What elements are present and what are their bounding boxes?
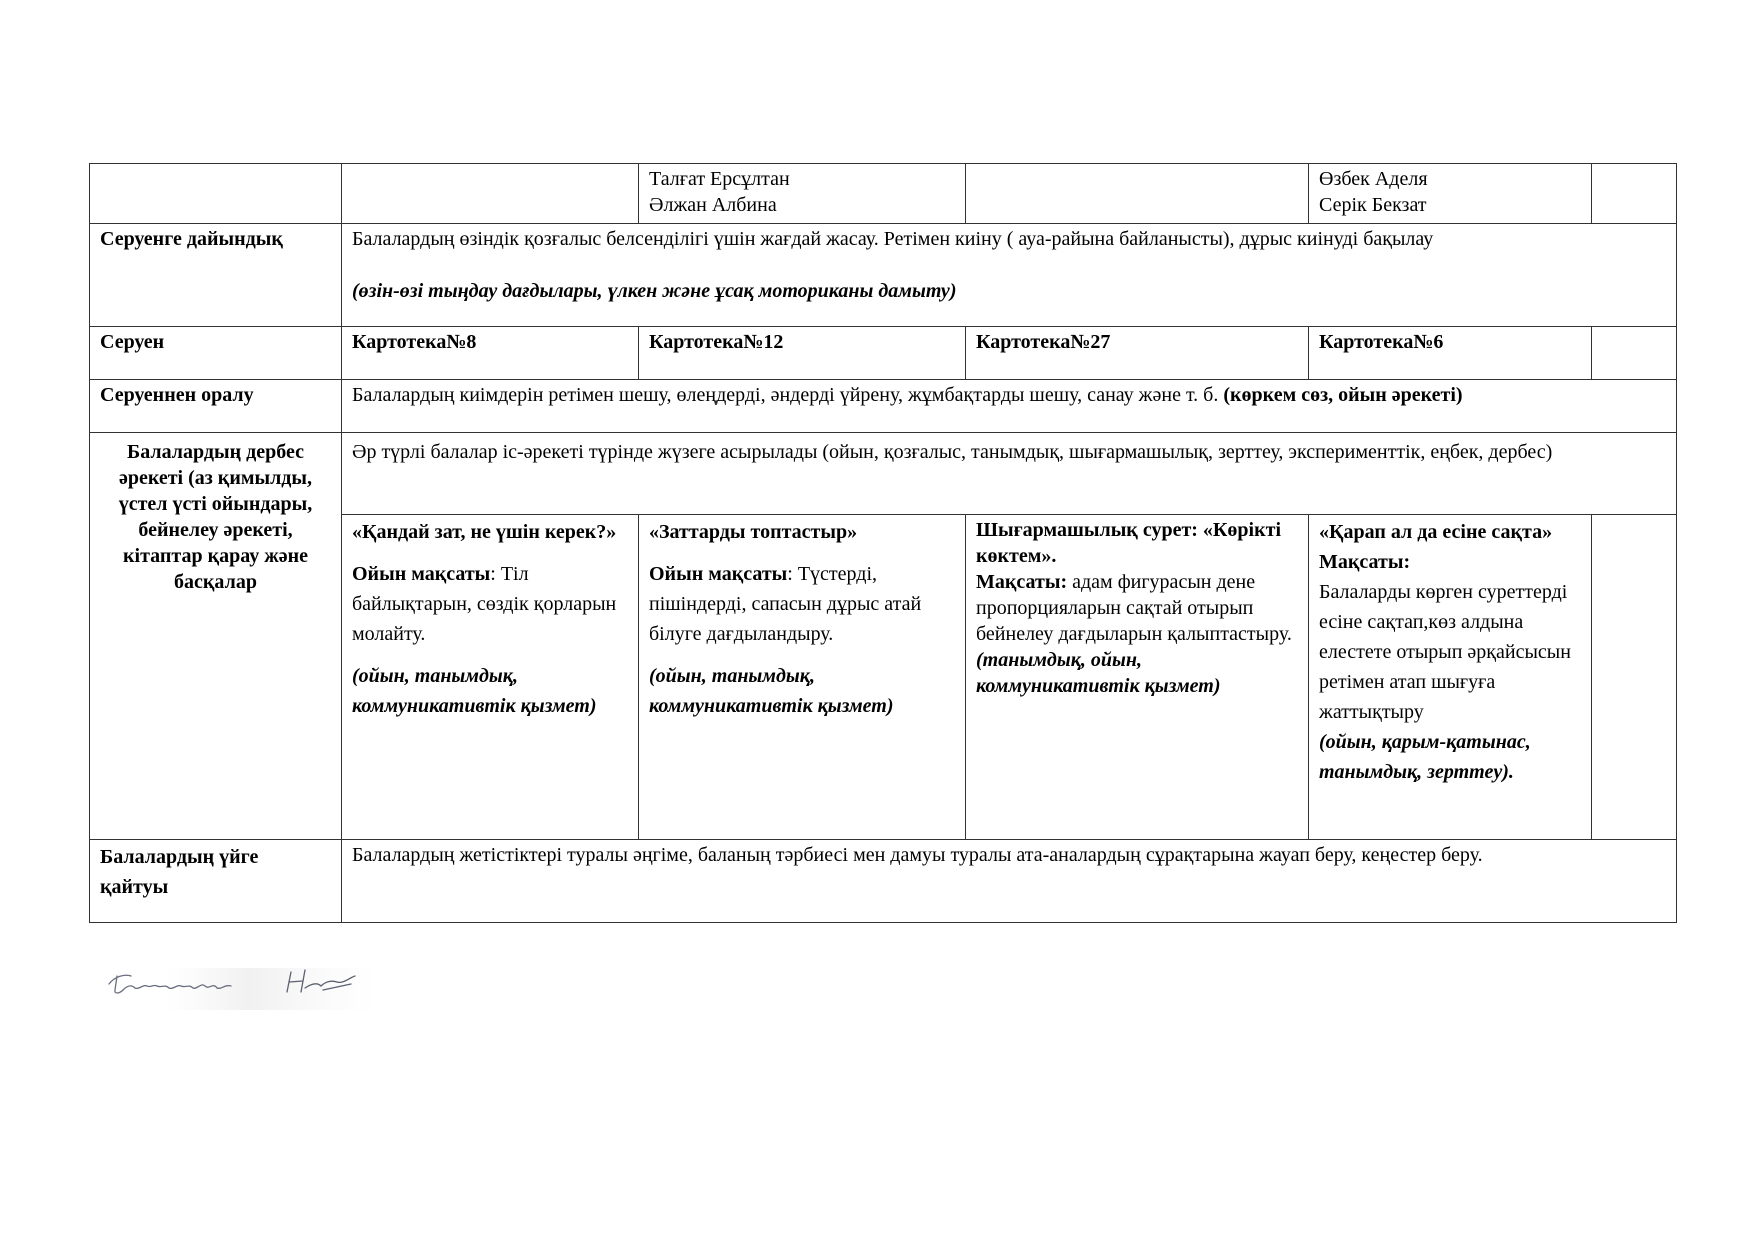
names-cell-1 — [90, 164, 342, 224]
game-cell-empty — [1592, 515, 1677, 840]
child-name: Әлжан Албина — [649, 194, 777, 216]
child-name: Серік Бекзат — [1319, 194, 1427, 216]
game-goal — [976, 569, 1298, 699]
return-bold: (көркем сөз, ойын әрекеті) — [1223, 384, 1463, 406]
prep-text: Балалардың өзіндік қозғалыс белсенділігі үшін жағдай жасау. Ретімен киіну ( ауа-райына байланысты), дұрыс киінуді бақылау — [352, 228, 1434, 250]
names-cell-2 — [342, 164, 639, 224]
names-row — [90, 164, 1677, 224]
spacer — [649, 649, 955, 661]
game-cell-2 — [639, 515, 966, 840]
game-goal — [649, 559, 955, 649]
walk-row — [90, 327, 1677, 380]
signature-icon — [105, 962, 375, 1010]
spacer — [352, 252, 1666, 278]
child-name: Өзбек Аделя — [1319, 168, 1428, 190]
return-content — [342, 380, 1677, 433]
game-note: (танымдық, ойын, коммуникативтік қызмет) — [976, 649, 1221, 697]
prep-note: (өзін-өзі тыңдау дағдылары, үлкен және ұсақ моториканы дамыту) — [352, 280, 957, 302]
names-cell-5 — [1309, 164, 1592, 224]
game-note: (ойын, танымдық, коммуникативтік қызмет) — [649, 665, 894, 717]
spacer — [352, 649, 628, 661]
goal-text: : Түстерді, пішіндерді, сапасын дұрыс атай білуге дағдыландыру. — [649, 563, 922, 645]
walk-label: Серуен — [90, 327, 342, 380]
goal-label: Ойын мақсаты — [649, 563, 788, 585]
goal-text: : Тіл байлықтарын, сөздік қорларын молайту. — [352, 563, 617, 645]
game-note: (ойын, танымдық, коммуникативтік қызмет) — [352, 665, 597, 717]
goal-text: адам фигурасын дене пропорцияларын сақтай отырып бейнелеу дағдыларын қалыптастыру. — [976, 571, 1292, 645]
home-text: Балалардың жетістіктері туралы әңгіме, баланың тәрбиесі мен дамуы туралы ата-аналардың сұрақтарына жауап беру, кеңестер беру. — [342, 840, 1677, 923]
names-cell-6 — [1592, 164, 1677, 224]
walk-card-4: Картотека№6 — [1309, 327, 1592, 380]
walk-card-3: Картотека№27 — [966, 327, 1309, 380]
return-text: Балалардың киімдерін ретімен шешу, өлеңдерді, әндерді үйрену, жұмбақтарды шешу, санау және т. б. — [352, 384, 1224, 406]
game-title: «Қарап ал да есіне сақта» Мақсаты: — [1319, 521, 1553, 573]
game-cell-3 — [966, 515, 1309, 840]
walk-empty — [1592, 327, 1677, 380]
goal-label: Мақсаты: — [976, 571, 1068, 593]
independent-general: Әр түрлі балалар іс-әрекеті түрінде жүзеге асырылады (ойын, қозғалыс, танымдық, шығармашылық, зерттеу, эксперименттік, еңбек, дербес) — [342, 433, 1677, 515]
prep-label: Серуенге дайындық — [90, 224, 342, 327]
game-cell-1 — [342, 515, 639, 840]
game-title: «Заттарды топтастыр» — [649, 521, 858, 543]
goal-label: Ойын мақсаты — [352, 563, 491, 585]
spacer — [352, 547, 628, 559]
walk-card-1: Картотека№8 — [342, 327, 639, 380]
game-title: Шығармашылық сурет: «Көрікті көктем». — [976, 519, 1282, 567]
return-row — [90, 380, 1677, 433]
signature — [105, 962, 375, 1010]
game-goal — [352, 559, 628, 649]
spacer — [649, 547, 955, 559]
walk-card-2: Картотека№12 — [639, 327, 966, 380]
names-cell-3 — [639, 164, 966, 224]
game-note: (ойын, қарым-қатынас, танымдық, зерттеу). — [1319, 731, 1531, 783]
child-name: Талғат Ерсұлтан — [649, 168, 790, 190]
game-title: «Қандай зат, не үшін керек?» — [352, 521, 617, 543]
schedule-table — [89, 163, 1677, 923]
home-label: Балалардың үйге қайтуы — [90, 840, 342, 923]
return-label: Серуеннен оралу — [90, 380, 342, 433]
game-goal: Балаларды көрген суреттерді есіне сақтап,көз алдына елестете отырып әрқайсысын ретімен атап шығуға жаттықтыру — [1319, 581, 1571, 723]
independent-row — [90, 433, 1677, 515]
prep-row — [90, 224, 1677, 327]
prep-content — [342, 224, 1677, 327]
names-cell-4 — [966, 164, 1309, 224]
game-cell-4 — [1309, 515, 1592, 840]
home-row — [90, 840, 1677, 923]
independent-label: Балалардың дербес әрекеті (аз қимылды, үстел үсті ойындары, бейнелеу әрекеті, кітаптар қарау және басқалар — [90, 433, 342, 840]
